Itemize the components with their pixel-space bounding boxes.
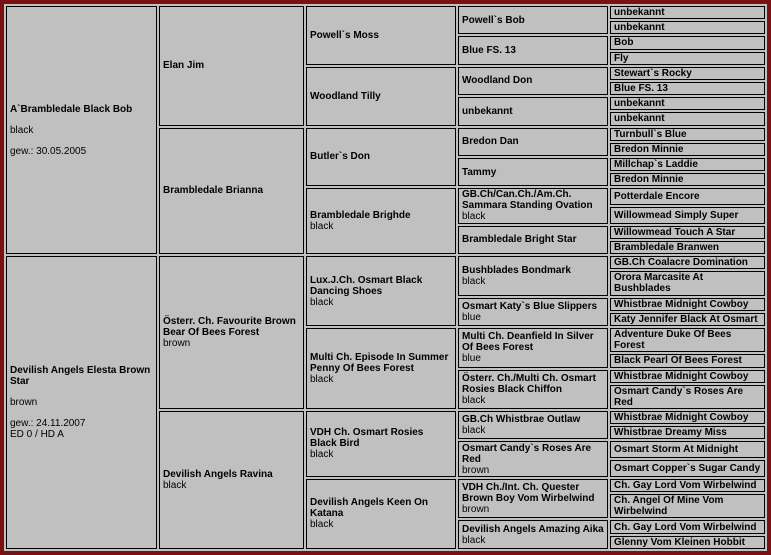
dog-name: unbekannt — [614, 98, 665, 110]
dog-name: Stewart`s Rocky — [614, 67, 692, 79]
ancestor-cell-2-ddss — [610, 479, 765, 492]
dog-name: Blue FS. 13 — [614, 83, 668, 95]
ancestor-cell-1-ddd — [458, 226, 608, 254]
dog-name: Lux.J.Ch. Osmart Black Dancing Shoes — [310, 274, 423, 297]
ancestor-cell-1-ss — [306, 6, 456, 65]
ancestor-cell-1-ssd — [458, 36, 608, 64]
ancestor-cell-1-dds — [458, 188, 608, 223]
coat-color: black — [462, 534, 486, 546]
ancestor-cell-1-sd — [306, 67, 456, 126]
ancestor-cell-2-dddd — [610, 536, 765, 549]
dog-name: Powell`s Moss — [310, 29, 379, 41]
dog-name: Osmart Copper`s Sugar Candy — [614, 463, 761, 475]
dog-name: Whistbrae Dreamy Miss — [614, 427, 727, 439]
dog-name: Brambledale Brighde — [310, 210, 411, 222]
dog-name: unbekannt — [462, 105, 513, 117]
coat-color: black — [462, 394, 486, 406]
coat-color: black — [310, 374, 334, 386]
ancestor-cell-2-sds — [458, 328, 608, 368]
dog-name: Whistbrae Midnight Cowboy — [614, 370, 749, 382]
coat-color: black — [310, 519, 334, 531]
dog-name: Osmart Katy`s Blue Slippers — [462, 300, 598, 312]
dog-name: Blue FS. 13 — [462, 45, 516, 57]
coat-color: blue — [462, 353, 481, 365]
dog-name: Black Pearl Of Bees Forest — [614, 355, 742, 367]
dog-name: Ch. Gay Lord Vom Wirbelwind — [614, 480, 757, 491]
ancestor-cell-2-dsss — [610, 411, 765, 424]
dog-name: Katy Jennifer Black At Osmart — [614, 313, 758, 325]
ancestor-cell-1-ssdd — [610, 52, 765, 65]
ancestor-cell-1-sssd — [610, 21, 765, 34]
dog-name: Turnbull`s Blue — [614, 128, 687, 140]
dog-name: Devilish Angels Elesta Brown Star — [10, 365, 151, 388]
ancestor-cell-2-dsds — [610, 441, 765, 458]
ancestor-cell-2-sdds — [610, 370, 765, 383]
dog-name: Bredon Minnie — [614, 143, 684, 155]
ancestor-cell-1-dsss — [610, 128, 765, 141]
subject-cell-1 — [6, 6, 157, 254]
dog-name: Woodland Don — [462, 75, 533, 87]
ancestor-cell-1-ddss — [610, 188, 765, 205]
dog-name: Powell`s Bob — [462, 14, 525, 26]
coat-color: black — [462, 425, 486, 437]
ancestor-cell-1-dddd — [610, 241, 765, 254]
ancestor-cell-2-ds — [306, 411, 456, 477]
ancestor-cell-1-ds — [306, 128, 456, 187]
dog-name: Tammy — [462, 166, 497, 178]
dog-name: Brambledale Branwen — [614, 242, 720, 253]
ancestor-cell-1-dsdd — [610, 173, 765, 186]
birth-date: gew.: 30.05.2005 — [10, 145, 87, 157]
dog-name: Devilish Angels Ravina — [163, 469, 273, 481]
pedigree-grid — [4, 4, 767, 551]
ancestor-cell-2-sdsd — [610, 354, 765, 367]
dog-name: GB.Ch Coalacre Domination — [614, 257, 748, 269]
ancestor-cell-2-sdss — [610, 328, 765, 352]
dog-name: Bredon Dan — [462, 136, 519, 148]
coat-color: black — [310, 221, 334, 233]
ancestor-cell-2-ddsd — [610, 494, 765, 518]
ancestor-cell-1-dd — [306, 188, 456, 254]
dog-name: Potterdale Encore — [614, 191, 700, 203]
dog-name: Brambledale Brianna — [163, 185, 264, 197]
dog-name: Devilish Angels Keen On Katana — [310, 497, 428, 520]
dog-name: Österr. Ch./Multi Ch. Osmart Rosies Black Chiffon — [462, 372, 596, 395]
dog-name: Willowmead Touch A Star — [614, 226, 736, 238]
dog-name: Bob — [614, 37, 634, 49]
dog-name: Millchap`s Laddie — [614, 158, 698, 170]
dog-name: Brambledale Bright Star — [462, 234, 577, 246]
ancestor-cell-2-sdd — [458, 370, 608, 410]
ancestor-cell-2-s — [159, 256, 304, 409]
ancestor-cell-1-sdd — [458, 97, 608, 125]
ancestor-cell-1-sddd — [610, 112, 765, 125]
ancestor-cell-2-sss — [458, 256, 608, 296]
dog-name: Fly — [614, 52, 629, 64]
dog-name: Multi Ch. Deanfield In Silver Of Bees Forest — [462, 331, 594, 354]
dog-name: Osmart Storm At Midnight — [614, 444, 739, 456]
dog-name: VDH Ch./Int. Ch. Quester Brown Boy Vom Wirbelwind — [462, 482, 595, 505]
subject-cell-2 — [6, 256, 157, 549]
dog-name: VDH Ch. Osmart Rosies Black Bird — [310, 427, 424, 450]
dog-name: Whistbrae Midnight Cowboy — [614, 298, 749, 310]
dog-name: Bredon Minnie — [614, 174, 684, 186]
dog-name: Glenny Vom Kleinen Hobbit — [614, 536, 745, 548]
ancestor-cell-2-ddds — [610, 520, 765, 533]
ancestor-cell-1-sds — [458, 67, 608, 95]
ancestor-cell-2-sd — [306, 328, 456, 409]
ancestor-cell-1-sdds — [610, 97, 765, 110]
coat-color: black — [163, 480, 187, 492]
dog-name: Osmart Candy`s Roses Are Red — [614, 385, 744, 408]
coat-color: blue — [462, 311, 481, 323]
ancestor-cell-1-d — [159, 128, 304, 255]
ancestor-cell-1-dsd — [458, 158, 608, 186]
dog-name: Adventure Duke Of Bees Forest — [614, 329, 732, 352]
coat-color: black — [10, 124, 34, 136]
dog-name: Ch. Gay Lord Vom Wirbelwind — [614, 521, 757, 533]
coat-color: brown — [163, 338, 191, 350]
ancestor-cell-1-sss — [458, 6, 608, 34]
dog-name: Devilish Angels Amazing Aika — [462, 523, 604, 535]
dog-name: Ch. Angel Of Mine Vom Wirbelwind — [614, 495, 724, 518]
ancestor-cell-1-ssds — [610, 36, 765, 49]
ancestor-cell-2-ssd — [458, 298, 608, 326]
coat-color: black — [462, 275, 486, 287]
ancestor-cell-2-sssd — [610, 271, 765, 295]
ancestor-cell-1-sdss — [610, 67, 765, 80]
dog-name: Bushblades Bondmark — [462, 264, 571, 276]
dog-name: Woodland Tilly — [310, 90, 381, 102]
dog-name: GB.Ch/Can.Ch./Am.Ch. Sammara Standing Ovation — [462, 189, 593, 212]
dog-name: unbekannt — [614, 22, 665, 34]
coat-color: black — [462, 211, 486, 223]
ancestor-cell-2-dss — [458, 411, 608, 439]
dog-name: Butler`s Don — [310, 151, 370, 163]
ancestor-cell-1-s — [159, 6, 304, 126]
dog-name: A`Brambledale Black Bob — [10, 103, 133, 115]
ancestor-cell-1-ssss — [610, 6, 765, 19]
dog-name: unbekannt — [614, 113, 665, 125]
ancestor-cell-2-dd — [306, 479, 456, 549]
ancestor-cell-1-dss — [458, 128, 608, 156]
dog-name: GB.Ch Whistbrae Outlaw — [462, 414, 581, 426]
ancestor-cell-2-d — [159, 411, 304, 549]
dog-name: unbekannt — [614, 7, 665, 19]
coat-color: brown — [10, 397, 38, 409]
coat-color: black — [310, 449, 334, 461]
dog-name: Orora Marcasite At Bushblades — [614, 272, 704, 295]
ancestor-cell-1-ddsd — [610, 207, 765, 224]
ancestor-cell-2-sddd — [610, 385, 765, 409]
ancestor-cell-1-dsds — [610, 158, 765, 171]
dog-name: Willowmead Simply Super — [614, 209, 739, 221]
coat-color: black — [310, 296, 334, 308]
birth-date: gew.: 24.11.2007 — [10, 418, 86, 430]
ancestor-cell-2-dsd — [458, 441, 608, 476]
ancestor-cell-1-ddds — [610, 226, 765, 239]
ancestor-cell-2-dssd — [610, 426, 765, 439]
ancestor-cell-2-ddd — [458, 520, 608, 549]
health-scores: ED 0 / HD A — [10, 429, 64, 441]
ancestor-cell-2-ssss — [610, 256, 765, 269]
coat-color: brown — [462, 464, 490, 476]
ancestor-cell-2-ss — [306, 256, 456, 326]
dog-name: Osmart Candy`s Roses Are Red — [462, 442, 592, 465]
ancestor-cell-1-sdsd — [610, 82, 765, 95]
dog-name: Elan Jim — [163, 60, 205, 72]
dog-name: Whistbrae Midnight Cowboy — [614, 412, 749, 424]
ancestor-cell-2-ssds — [610, 298, 765, 311]
ancestor-cell-2-dsdd — [610, 460, 765, 477]
dog-name: Multi Ch. Episode In Summer Penny Of Bees Forest — [310, 352, 449, 375]
dog-name: Österr. Ch. Favourite Brown Bear Of Bees Forest — [163, 316, 296, 339]
coat-color: brown — [462, 504, 490, 516]
ancestor-cell-1-dssd — [610, 143, 765, 156]
ancestor-cell-2-ssdd — [610, 313, 765, 326]
ancestor-cell-2-dds — [458, 479, 608, 519]
